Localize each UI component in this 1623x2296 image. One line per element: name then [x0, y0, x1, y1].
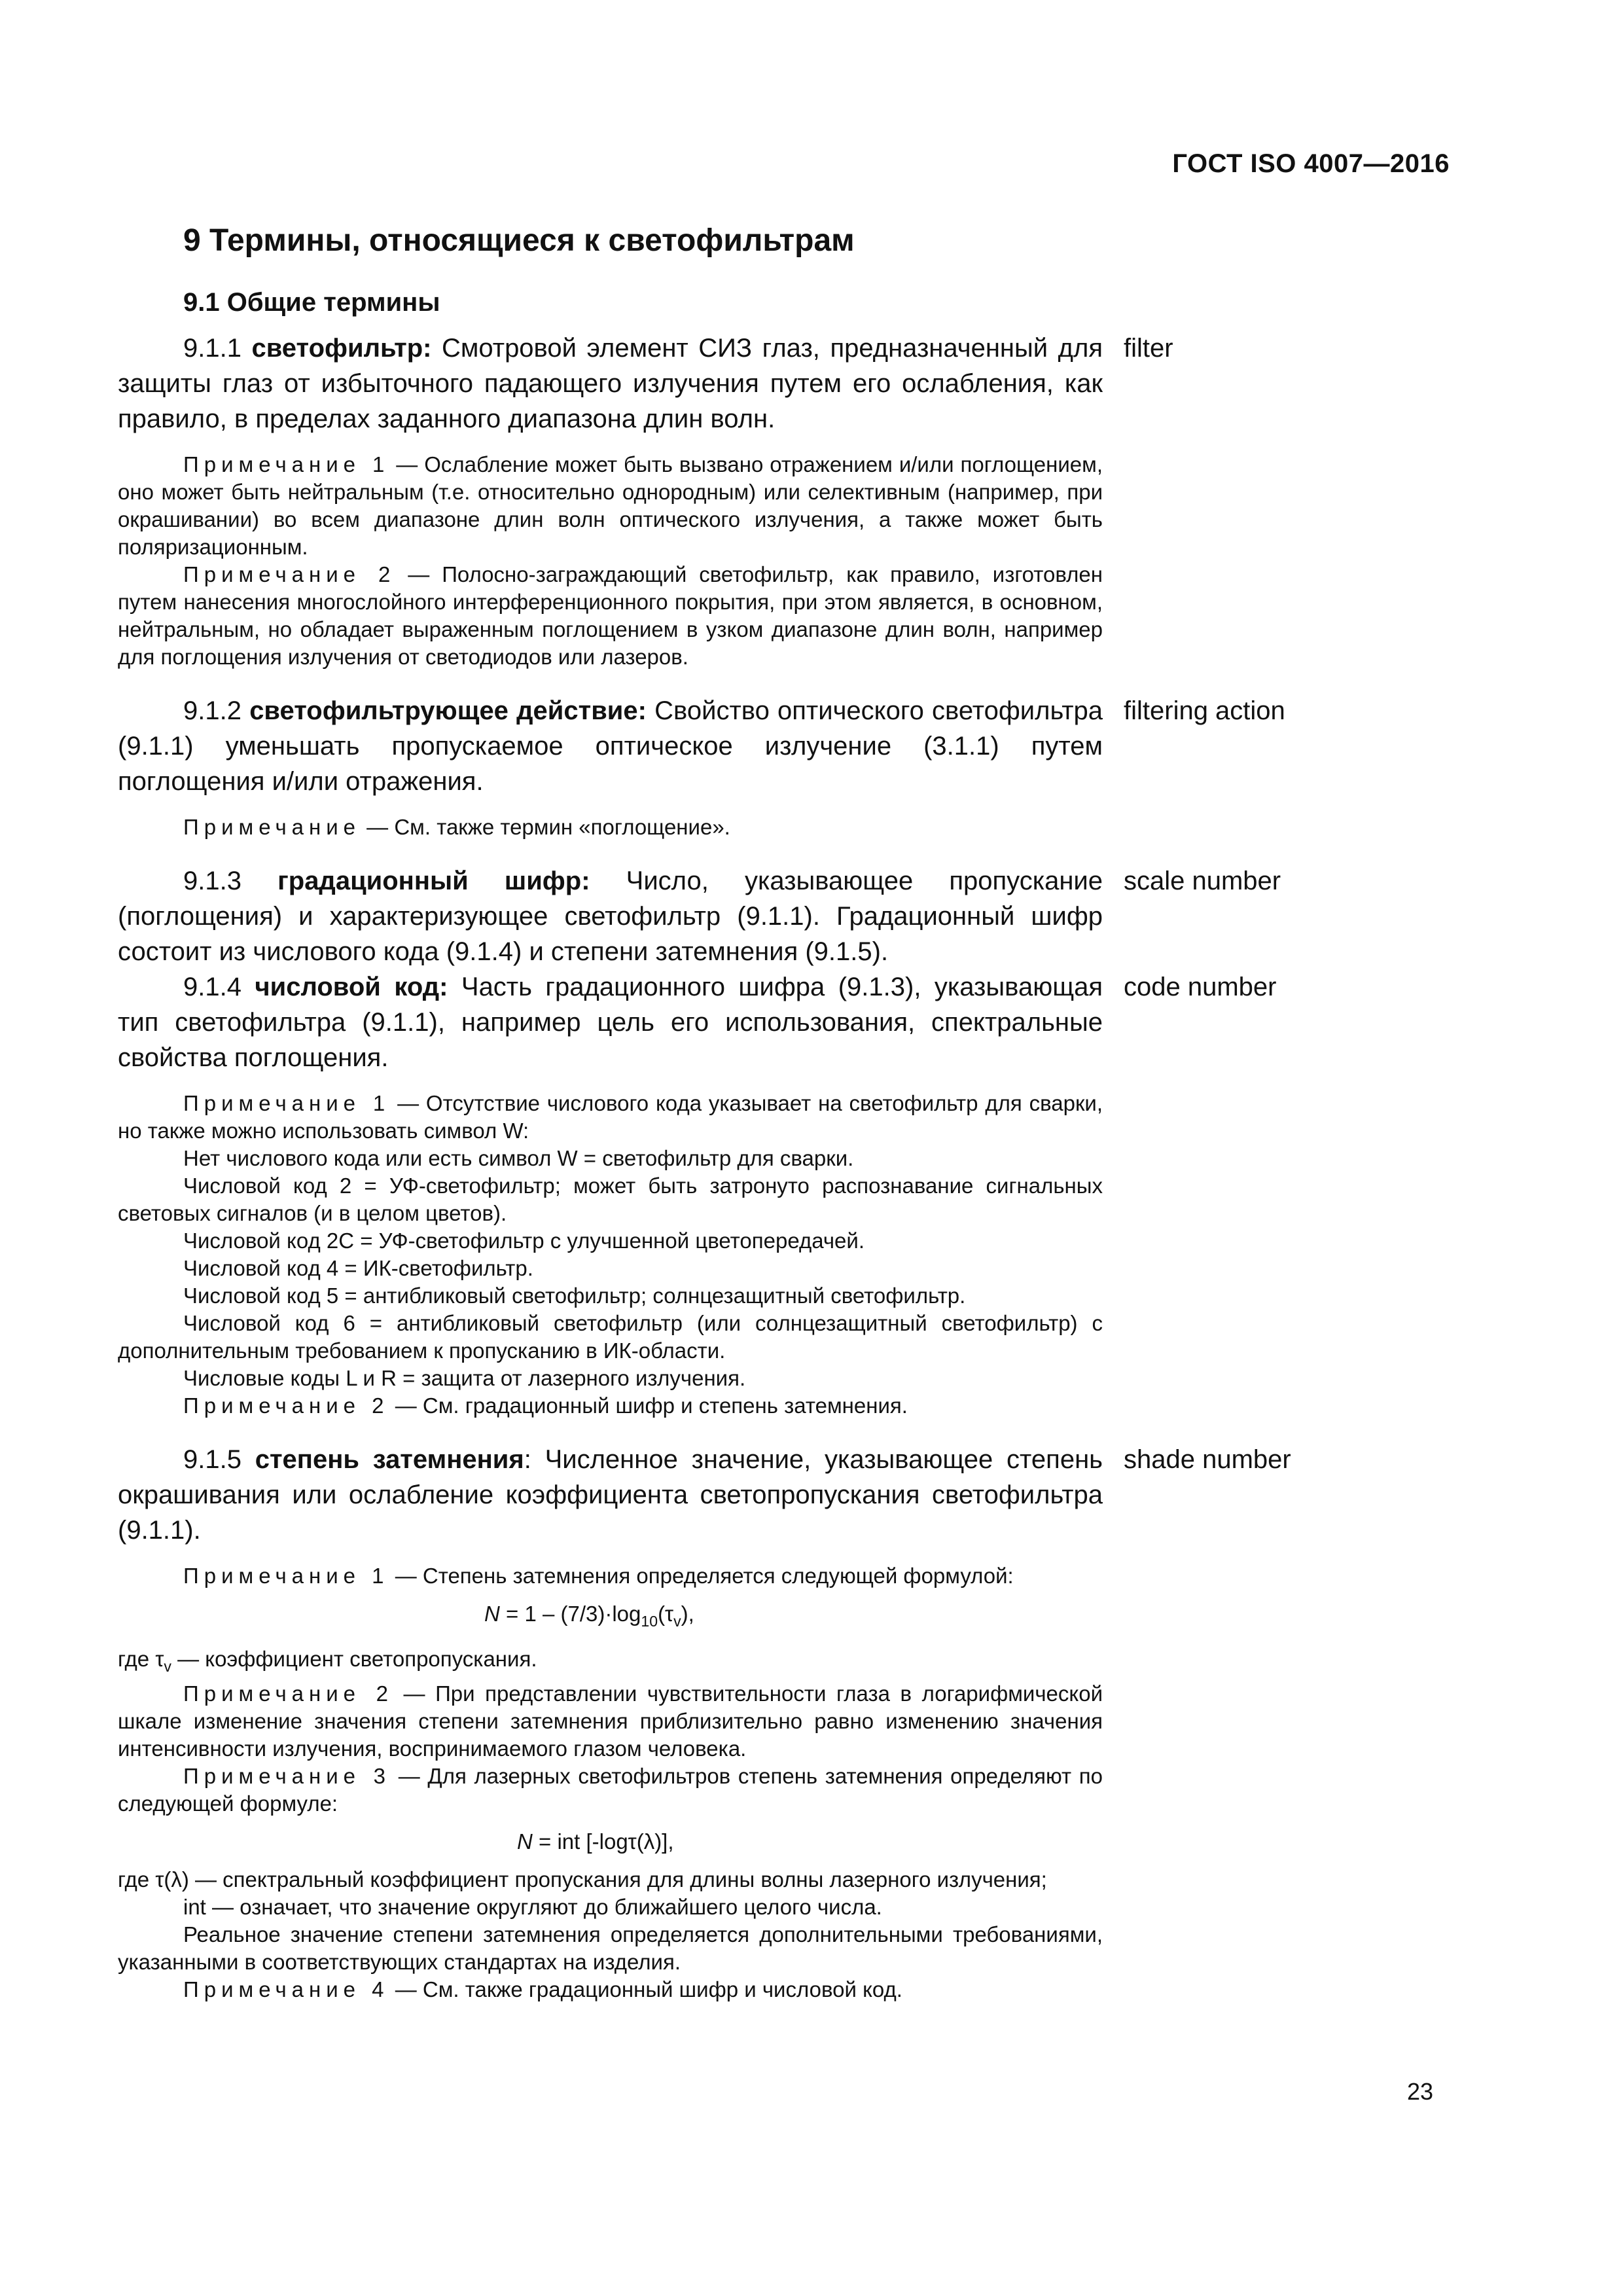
note-text: — При представлении чувствительности глаза в логарифмической шкале изменение значения степени затемнения приблизительно равно изменению значения интенсивности излучения, воспринимаемого глазом человека.: [118, 1681, 1103, 1761]
code-line: Числовой код 6 = антибликовый светофильтр (или солнцезащитный светофильтр) с дополнительным требованием к пропусканию в ИК-области.: [118, 1311, 1103, 1363]
term-definition: [118, 863, 1103, 969]
note: [118, 1680, 1103, 1763]
term-number: 9.1.5: [183, 1445, 255, 1474]
formula-text: ),: [681, 1602, 694, 1626]
note-text: — См. также градационный шифр и числовой код.: [389, 1977, 902, 2001]
formula-where: int — означает, что значение округляют до ближайшего целого числа.: [183, 1895, 882, 1919]
formula-shade-number: [118, 1600, 1103, 1635]
note-paragraph: Реальное значение степени затемнения определяется дополнительными требованиями, указанными в соответствующих стандартах на изделия.: [118, 1922, 1103, 1974]
note-text: — Для лазерных светофильтров степень затемнения определяют по следующей формуле:: [118, 1764, 1103, 1816]
english-term: filter: [1124, 334, 1173, 363]
note: [118, 451, 1103, 561]
document-header: ГОСТ ISO 4007—2016: [1172, 149, 1450, 178]
document-body: [118, 331, 1291, 2026]
term-number: 9.1.1: [183, 334, 252, 363]
term-definition: [118, 1442, 1103, 1548]
term-definition: [118, 693, 1103, 799]
note-text: — См. также термин «поглощение».: [361, 815, 730, 839]
term-entry-9-1-5: [118, 1442, 1291, 2003]
formula-text: (τ: [658, 1602, 674, 1626]
english-term: scale number: [1124, 867, 1281, 895]
term-entry-9-1-2: [118, 693, 1285, 841]
formula-text: = int [-logτ(λ)],: [532, 1829, 674, 1854]
term-definition: [118, 969, 1103, 1075]
note: [118, 1763, 1103, 1818]
note-label: Примечание: [183, 815, 361, 839]
formula-laser-shade: [118, 1828, 1103, 1856]
term-name: светофильтр:: [251, 334, 432, 363]
note-label: Примечание 2: [183, 1393, 389, 1418]
note: [118, 1976, 1103, 2003]
section-title: 9.1 Общие термины: [183, 288, 440, 317]
term-text: Число, указывающее пропускание (поглощения) и характеризующее светофильтр (9.1.1). Градационный шифр состоит из числового кода (9.1.4) и степени затемнения (9.1.5).: [118, 867, 1103, 966]
english-term: shade number: [1124, 1445, 1291, 1474]
code-line: Нет числового кода или есть символ W = светофильтр для сварки.: [183, 1146, 854, 1170]
english-term: filtering action: [1124, 696, 1285, 725]
term-definition: [118, 331, 1103, 437]
note-text: — Ослабление может быть вызвано отражением и/или поглощением, оно может быть нейтральным (т.е. относительно однородным) или селективным (например, при окрашивании) во всем диапазоне длин волн оптического излучения, а также может быть поляризационным.: [118, 452, 1103, 559]
note: [118, 1562, 1103, 1590]
code-line: Числовой код 2С = УФ-светофильтр с улучшенной цветопередачей.: [183, 1229, 865, 1253]
term-name: степень затемнения: [255, 1445, 524, 1474]
note: [118, 814, 1103, 841]
code-line: Числовой код 4 = ИК-светофильтр.: [183, 1256, 533, 1280]
term-text: Смотровой элемент СИЗ глаз, предназначенный для защиты глаз от избыточного падающего излучения путем его ослабления, как правило, в пределах заданного диапазона длин волн.: [118, 334, 1103, 433]
note-label: Примечание 1: [183, 452, 390, 476]
term-text: Часть градационного шифра (9.1.3), указывающая тип светофильтра (9.1.1), например цель его использования, спектральные свойства поглощения.: [118, 973, 1103, 1072]
term-text: Свойство оптического светофильтра (9.1.1) уменьшать пропускаемое оптическое излучение (3.1.1) путем поглощения и/или отражения.: [118, 696, 1103, 796]
formula-variable: N: [484, 1602, 500, 1626]
code-line: Числовые коды L и R = защита от лазерного излучения.: [183, 1366, 746, 1390]
note-label: Примечание 1: [183, 1091, 391, 1115]
term-number: 9.1.4: [183, 973, 255, 1001]
term-entry-9-1-3: [118, 863, 1281, 969]
formula-where: [118, 1645, 1103, 1680]
note-text: — Отсутствие числового кода указывает на светофильтр для сварки, но также можно использовать символ W:: [118, 1091, 1103, 1143]
note-text: — См. градационный шифр и степень затемнения.: [389, 1393, 908, 1418]
chapter-title: 9 Термины, относящиеся к светофильтрам: [183, 223, 855, 258]
term-number: 9.1.3: [183, 867, 278, 895]
formula-where: где τ(λ) — спектральный коэффициент пропускания для длины волны лазерного излучения;: [118, 1867, 1047, 1892]
note-text: — Полосно-заграждающий светофильтр, как правило, изготовлен путем нанесения многослойного интерференционного покрытия, при этом является, в основном, нейтральным, но обладает выраженным поглощением в узком диапазоне длин волн, например для поглощения излучения от светодиодов или лазеров.: [118, 562, 1103, 669]
term-name: градационный шифр:: [277, 867, 590, 895]
formula-variable: N: [517, 1829, 533, 1854]
code-line: Числовой код 2 = УФ-светофильтр; может быть затронуто распознавание сигнальных световых сигналов (и в целом цветов).: [118, 1174, 1103, 1225]
term-number: 9.1.2: [183, 696, 250, 725]
note: [118, 1392, 1103, 1420]
term-name: светофильтрующее действие:: [249, 696, 647, 725]
term-entry-9-1-4: [118, 969, 1277, 1420]
note-label: Примечание 4: [183, 1977, 389, 2001]
note: [118, 1090, 1103, 1145]
term-text: : Численное значение, указывающее степень окрашивания или ослабление коэффициента светопропускания светофильтра (9.1.1).: [118, 1445, 1103, 1545]
note-label: Примечание 1: [183, 1564, 389, 1588]
code-line: Числовой код 5 = антибликовый светофильтр; солнцезащитный светофильтр.: [183, 1283, 966, 1308]
formula-subscript: 10: [641, 1613, 658, 1630]
term-name: числовой код:: [255, 973, 448, 1001]
note-label: Примечание 3: [183, 1764, 391, 1788]
formula-text: = 1 – (7/3)·log: [499, 1602, 641, 1626]
note-text: — Степень затемнения определяется следующей формулой:: [389, 1564, 1014, 1588]
where-text: где τ: [118, 1647, 164, 1671]
page-number: 23: [1406, 2078, 1433, 2105]
note-label: Примечание 2: [183, 1681, 393, 1706]
formula-subscript: v: [673, 1613, 681, 1630]
note-label: Примечание 2: [183, 562, 396, 586]
term-entry-9-1-1: [118, 331, 1173, 671]
english-term: code number: [1124, 973, 1277, 1001]
note: [118, 561, 1103, 671]
where-text: — коэффициент светопропускания.: [171, 1647, 537, 1671]
where-subscript: v: [164, 1658, 171, 1675]
